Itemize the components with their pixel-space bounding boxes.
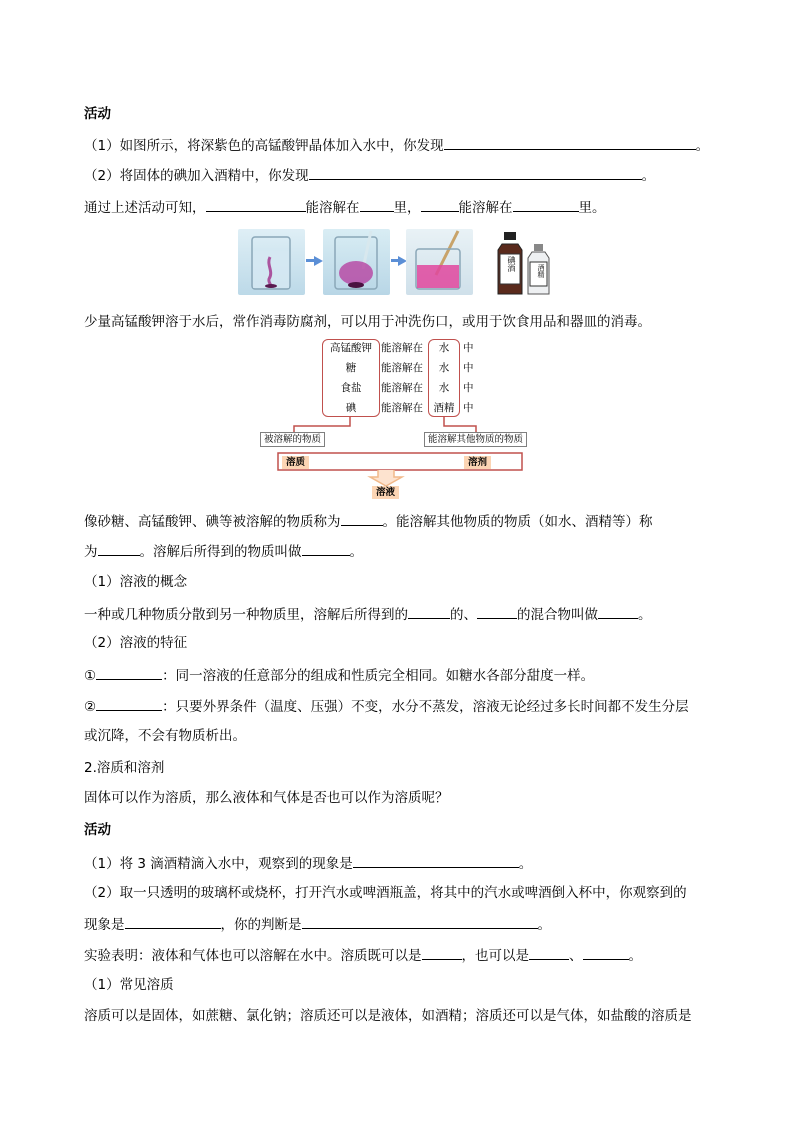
answer-blank[interactable] (422, 944, 462, 960)
definition-text-2: 为 。溶解后所得到的物质叫做 。 (84, 540, 363, 562)
common-solutes-text: 溶质可以是固体，如蔗糖、氯化钠；溶质还可以是液体，如酒精；溶质还可以是气体，如盐酸的溶质是 (84, 1008, 692, 1024)
answer-blank[interactable] (353, 852, 519, 868)
diagram-solute: 食盐 (340, 382, 362, 394)
diagram-label-dissolved: 被溶解的物质 (260, 432, 325, 447)
answer-blank[interactable] (309, 164, 642, 180)
experiment-result: 实验表明：液体和气体也可以溶解在水中。溶质既可以是 ，也可以是 、 。 (84, 944, 642, 966)
diagram-tag-solution: 溶液 (372, 486, 399, 499)
answer-blank[interactable] (96, 695, 162, 711)
activity-question-4-cont: 现象是 ，你的判断是 。 (84, 913, 551, 935)
answer-blank[interactable] (421, 196, 459, 212)
activity-question-4: （2）取一只透明的玻璃杯或烧杯，打开汽水或啤酒瓶盖，将其中的汽水或啤酒倒入杯中，你观察到的 (84, 885, 687, 901)
diagram-verb: 能溶解在 (381, 362, 423, 374)
section-heading-solute-solvent: 2.溶质和溶剂 (84, 760, 165, 776)
section-heading-common-solutes: （1）常见溶质 (84, 977, 174, 993)
diagram-end: 中 (463, 382, 474, 394)
activity-conclusion: 通过上述活动可知， 能溶解在 里， 能溶解在 里。 (84, 196, 606, 218)
activity-question-3: （1）将 3 滴酒精滴入水中，观察到的现象是 。 (84, 852, 532, 874)
iodine-bottles (494, 230, 556, 296)
feature-2-cont: 或沉降，不会有物质析出。 (84, 728, 246, 744)
bottle-label-iodine: 碘酒 (507, 256, 516, 272)
answer-blank[interactable] (408, 603, 450, 619)
answer-blank[interactable] (206, 196, 306, 212)
diagram-end: 中 (463, 362, 474, 374)
diagram-verb: 能溶解在 (381, 402, 423, 414)
section-heading-features: （2）溶液的特征 (84, 635, 188, 651)
diagram-solute: 高锰酸钾 (330, 342, 372, 354)
concept-text: 一种或几种物质分散到另一种物质里，溶解后所得到的 的、 的混合物叫做 。 (84, 603, 652, 625)
beaker-photo-2 (323, 229, 390, 295)
diagram-solvent: 水 (438, 362, 450, 374)
answer-blank[interactable] (444, 134, 696, 150)
question-text: 固体可以作为溶质，那么液体和气体是否也可以作为溶质呢？ (84, 790, 449, 806)
activity-heading-1: 活动 (84, 106, 111, 122)
answer-blank[interactable] (98, 540, 140, 556)
answer-blank[interactable] (529, 944, 569, 960)
activity-question-2: （2）将固体的碘加入酒精中，你发现 。 (84, 164, 655, 186)
activity-heading-2: 活动 (84, 822, 111, 838)
diagram-solvent: 水 (438, 342, 450, 354)
diagram-verb: 能溶解在 (381, 342, 423, 354)
answer-blank[interactable] (598, 603, 638, 619)
answer-blank[interactable] (302, 540, 350, 556)
activity-question-1: （1）如图所示，将深紫色的高锰酸钾晶体加入水中，你发现 。 (84, 134, 709, 156)
diagram-solute: 碘 (345, 402, 357, 414)
answer-blank[interactable] (583, 944, 629, 960)
section-heading-concept: （1）溶液的概念 (84, 574, 188, 590)
diagram-label-dissolver: 能溶解其他物质的物质 (424, 432, 527, 447)
bottle-label-alcohol: 酒精 (537, 264, 545, 278)
answer-blank[interactable] (360, 196, 394, 212)
answer-blank[interactable] (96, 664, 162, 680)
beaker-photo-3 (406, 229, 473, 295)
beaker-photo-1 (238, 229, 305, 295)
diagram-end: 中 (463, 402, 474, 414)
diagram-tag-solute: 溶质 (282, 456, 309, 469)
answer-blank[interactable] (125, 913, 221, 929)
diagram-solvent: 酒精 (433, 402, 455, 414)
answer-blank[interactable] (513, 196, 579, 212)
answer-blank[interactable] (302, 913, 538, 929)
diagram-verb: 能溶解在 (381, 382, 423, 394)
definition-text-1: 像砂糖、高锰酸钾、碘等被溶解的物质称为 。能溶解其他物质的物质（如水、酒精等）称 (84, 510, 653, 532)
kmno4-usage-text: 少量高锰酸钾溶于水后，常作消毒防腐剂，可以用于冲洗伤口，或用于饮食用品和器皿的消毒。 (84, 314, 651, 330)
diagram-end: 中 (463, 342, 474, 354)
answer-blank[interactable] (341, 510, 383, 526)
diagram-tag-solvent: 溶剂 (464, 456, 491, 469)
diagram-solute: 糖 (345, 362, 357, 374)
feature-1: ① ：同一溶液的任意部分的组成和性质完全相同。如糖水各部分甜度一样。 (84, 664, 594, 686)
feature-2: ② ：只要外界条件（温度、压强）不变，水分不蒸发，溶液无论经过多长时间都不发生分层 (84, 695, 689, 717)
diagram-solvent: 水 (438, 382, 450, 394)
answer-blank[interactable] (477, 603, 517, 619)
